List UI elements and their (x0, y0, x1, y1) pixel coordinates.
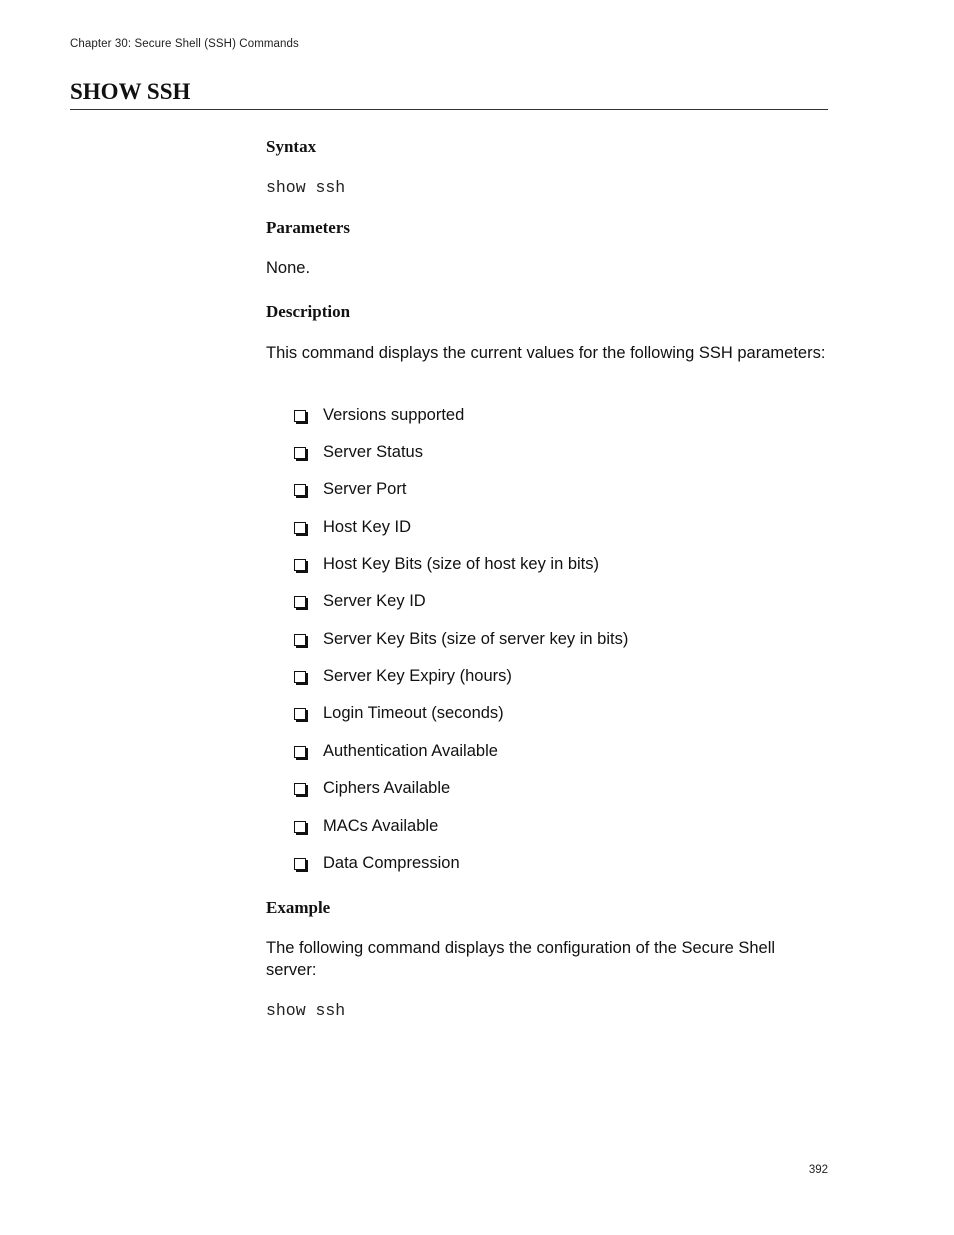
title-rule (70, 109, 828, 110)
list-item-label: Server Port (323, 480, 407, 498)
example-text: The following command displays the configuration of the Secure Shell server: (266, 939, 776, 979)
checkbox-bullet-icon (294, 484, 306, 496)
list-item (294, 516, 411, 538)
checkbox-bullet-icon (294, 783, 306, 795)
list-item (294, 404, 464, 426)
checkbox-bullet-icon (294, 410, 306, 422)
list-item-label: Ciphers Available (323, 779, 451, 797)
syntax-code: show ssh (266, 178, 346, 197)
example-code: show ssh (266, 1001, 346, 1020)
list-item (294, 740, 498, 762)
list-item-label: Login Timeout (seconds) (323, 704, 504, 722)
page-title: SHOW SSH (70, 79, 191, 104)
list-item-label: MACs Available (323, 817, 439, 835)
list-item (294, 665, 512, 687)
checkbox-bullet-icon (294, 858, 306, 870)
list-item (294, 590, 426, 612)
syntax-heading: Syntax (266, 137, 317, 156)
list-item (294, 777, 450, 799)
checkbox-bullet-icon (294, 596, 306, 608)
checkbox-bullet-icon (294, 821, 306, 833)
list-item-label: Host Key Bits (size of host key in bits) (323, 555, 600, 573)
checkbox-bullet-icon (294, 634, 306, 646)
checkbox-bullet-icon (294, 447, 306, 459)
checkbox-bullet-icon (294, 746, 306, 758)
description-heading: Description (266, 302, 351, 321)
example-heading: Example (266, 898, 331, 917)
checkbox-bullet-icon (294, 559, 306, 571)
running-header: Chapter 30: Secure Shell (SSH) Commands (70, 38, 299, 50)
list-item (294, 441, 423, 463)
list-item-label: Server Key Bits (size of server key in bits) (323, 630, 629, 648)
list-item (294, 478, 406, 500)
list-item-label: Server Key Expiry (hours) (323, 667, 512, 685)
list-item-label: Authentication Available (323, 742, 498, 760)
parameters-text: None. (266, 259, 311, 277)
list-item (294, 628, 628, 650)
parameters-heading: Parameters (266, 218, 351, 237)
list-item (294, 553, 599, 575)
list-item-label: Data Compression (323, 854, 460, 872)
description-text: This command displays the current values for the following SSH parameters: (266, 344, 826, 362)
list-item-label: Host Key ID (323, 518, 412, 536)
page-number: 392 (808, 1164, 828, 1176)
list-item (294, 852, 460, 874)
list-item (294, 702, 504, 724)
list-item-label: Server Status (323, 443, 423, 461)
checkbox-bullet-icon (294, 522, 306, 534)
checkbox-bullet-icon (294, 671, 306, 683)
list-item (294, 815, 438, 837)
list-item-label: Versions supported (323, 406, 465, 424)
checkbox-bullet-icon (294, 708, 306, 720)
list-item-label: Server Key ID (323, 592, 426, 610)
